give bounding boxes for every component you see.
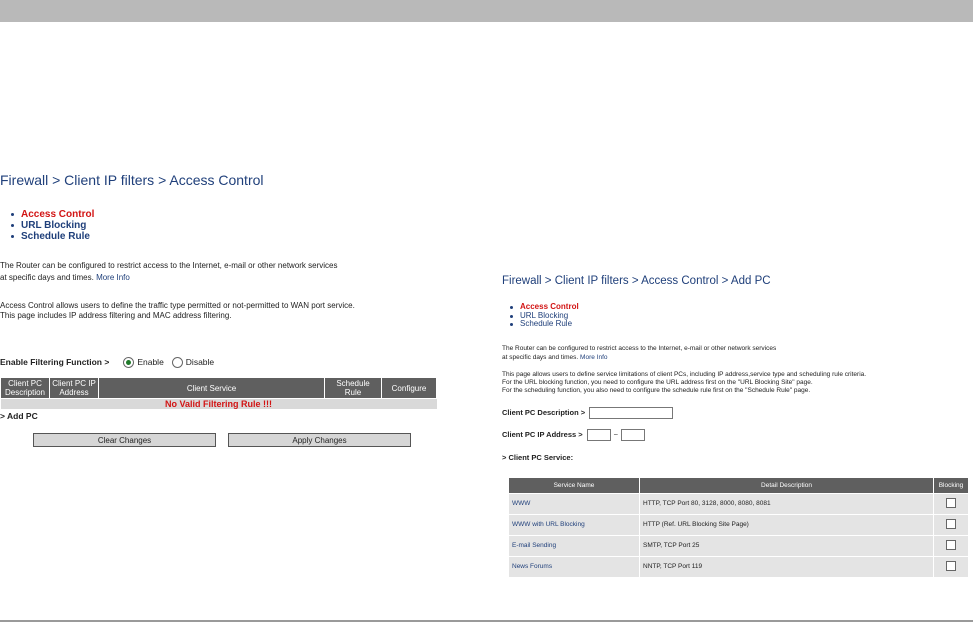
blocking-checkbox[interactable]	[946, 519, 956, 529]
description-line: Access Control allows users to define the traffic type permitted or not-permitted to WAN port service.	[0, 301, 355, 310]
column-header: Client Service	[99, 378, 325, 399]
column-header: Client PC Description	[1, 378, 50, 399]
access-control-description	[0, 301, 440, 321]
ip-range-dash: ~	[613, 430, 619, 439]
pc-description-row	[502, 407, 962, 419]
nav-item-schedule-rule[interactable]	[509, 320, 962, 329]
service-detail: SMTP, TCP Port 25	[640, 535, 934, 556]
description-line: This page includes IP address filtering and MAC address filtering.	[0, 311, 232, 320]
pc-ip-row	[502, 429, 962, 441]
sub-nav	[509, 303, 962, 329]
nav-link[interactable]: URL Blocking	[21, 220, 87, 231]
table-row	[509, 535, 969, 556]
add-pc-link[interactable]: > Add PC	[0, 411, 38, 421]
intro-line: at specific days and times. More Info	[502, 353, 608, 361]
nav-link[interactable]: URL Blocking	[520, 310, 569, 320]
nav-item-url-blocking[interactable]	[509, 312, 962, 321]
top-header-bar	[0, 0, 973, 22]
service-name: News Forums	[509, 556, 640, 577]
column-header: Service Name	[509, 477, 640, 493]
no-rule-message: No Valid Filtering Rule !!!	[1, 399, 437, 410]
filter-rules-table	[0, 377, 437, 409]
more-info-link[interactable]: More Info	[96, 273, 130, 282]
pc-description-input[interactable]	[589, 407, 673, 419]
column-header: Schedule Rule	[325, 378, 382, 399]
page-title: Firewall > Client IP filters > Access Control	[0, 172, 264, 188]
ip-end-input[interactable]	[621, 429, 645, 441]
service-detail: NNTP, TCP Port 119	[640, 556, 934, 577]
table-row	[509, 514, 969, 535]
blocking-checkbox[interactable]	[946, 498, 956, 508]
nav-link[interactable]: Access Control	[520, 302, 579, 311]
page-title: Firewall > Client IP filters > Access Control > Add PC	[502, 275, 771, 287]
blocking-checkbox[interactable]	[946, 561, 956, 571]
enable-label: Enable	[137, 357, 164, 367]
column-header: Client PC IP Address	[50, 378, 99, 399]
nav-item-access-control[interactable]	[10, 209, 440, 220]
disable-label: Disable	[185, 357, 215, 367]
column-header: Blocking	[934, 477, 969, 493]
description-line: For the URL blocking function, you need to configure the URL address first on the "URL Blocking Site" page.	[502, 378, 813, 386]
apply-changes-button[interactable]: Apply Changes	[228, 433, 411, 447]
intro-line: The Router can be configured to restrict access to the Internet, e-mail or other network services	[0, 261, 338, 270]
nav-link[interactable]: Schedule Rule	[520, 319, 573, 328]
button-row	[0, 433, 440, 447]
nav-link[interactable]: Access Control	[21, 209, 95, 220]
clear-changes-button[interactable]: Clear Changes	[33, 433, 216, 447]
intro-line: at specific days and times. More Info	[0, 273, 130, 282]
service-name: WWW with URL Blocking	[509, 514, 640, 535]
intro-line: The Router can be configured to restrict access to the Internet, e-mail or other network services	[502, 344, 777, 352]
description-line: For the scheduling function, you also need to configure the schedule rule first on the "Schedule Rule" page.	[502, 386, 811, 394]
column-header: Configure	[382, 378, 437, 399]
enable-radio[interactable]	[123, 357, 134, 368]
access-control-panel	[0, 172, 440, 447]
bottom-divider	[0, 620, 973, 622]
service-name: E-mail Sending	[509, 535, 640, 556]
intro-text	[502, 344, 962, 362]
add-pc-description	[502, 371, 962, 395]
filter-label: Enable Filtering Function >	[0, 357, 110, 367]
disable-radio[interactable]	[172, 357, 183, 368]
service-detail: HTTP, TCP Port 80, 3128, 8000, 8080, 8081	[640, 493, 934, 514]
blocking-checkbox[interactable]	[946, 540, 956, 550]
pc-ip-label: Client PC IP Address >	[502, 430, 583, 439]
table-row	[1, 399, 437, 410]
table-header-row	[1, 378, 437, 399]
sub-nav	[10, 209, 440, 242]
column-header: Detail Description	[640, 477, 934, 493]
more-info-link[interactable]: More Info	[580, 353, 608, 361]
nav-link[interactable]: Schedule Rule	[21, 231, 90, 242]
nav-item-schedule-rule[interactable]	[10, 231, 440, 242]
table-header-row	[509, 477, 969, 493]
nav-item-url-blocking[interactable]	[10, 220, 440, 231]
table-row	[509, 556, 969, 577]
nav-item-access-control[interactable]	[509, 303, 962, 312]
filtering-function-row	[0, 355, 440, 369]
table-row	[509, 493, 969, 514]
intro-text	[0, 260, 440, 284]
services-table	[508, 477, 969, 578]
ip-start-input[interactable]	[587, 429, 611, 441]
service-name: WWW	[509, 493, 640, 514]
service-detail: HTTP (Ref. URL Blocking Site Page)	[640, 514, 934, 535]
client-pc-service-label: > Client PC Service:	[502, 452, 574, 462]
description-line: This page allows users to define service limitations of client PCs, including IP address,service type and scheduling rule criteria.	[502, 370, 867, 378]
add-pc-panel	[502, 275, 962, 578]
pc-description-label: Client PC Description >	[502, 408, 586, 417]
